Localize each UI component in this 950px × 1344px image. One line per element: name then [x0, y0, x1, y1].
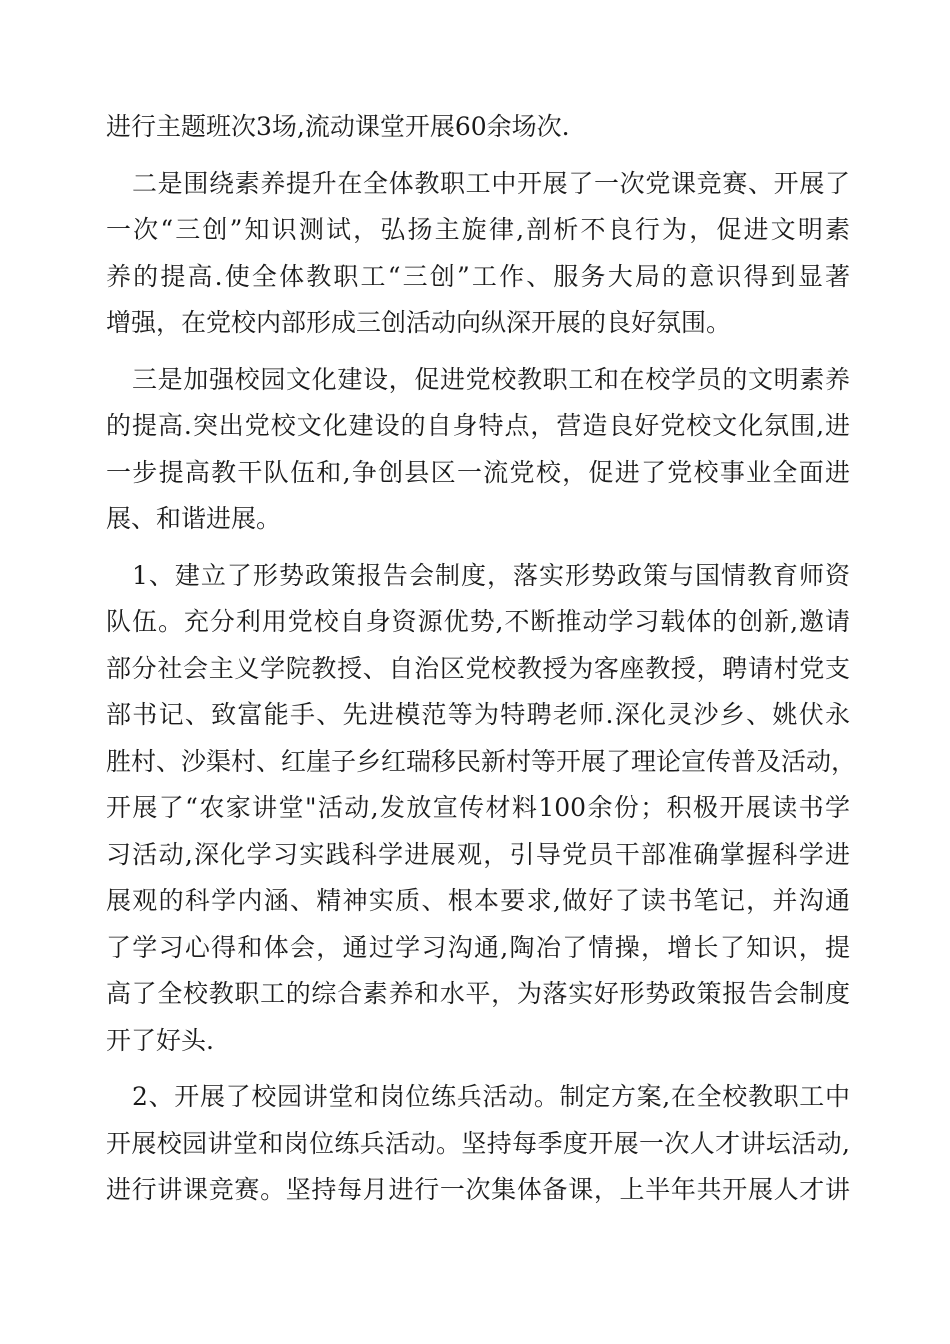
paragraph-4-line-7: 习活动,深化学习实践科学进展观，引导党员干部准确掌握科学进 [106, 839, 850, 869]
paragraph-4-line-8: 展观的科学内涵、精神实质、根本要求,做好了读书笔记，并沟通 [106, 886, 850, 915]
paragraph-2-line-4: 增强，在党校内部形成三创活动向纵深开展的良好氛围。 [106, 308, 732, 337]
paragraph-5-line-1: 2、开展了校园讲堂和岗位练兵活动。制定方案,在全校教职工中 [132, 1082, 850, 1111]
paragraph-3-line-1: 三是加强校园文化建设，促进党校教职工和在校学员的文明素养 [132, 364, 850, 394]
document-body [106, 104, 857, 1214]
paragraph-4-line-4: 部书记、致富能手、先进模范等为特聘老师.深化灵沙乡、姚伏永 [106, 700, 850, 729]
paragraph-4-line-6: 开展了“农家讲堂"活动,发放宣传材料100余份；积极开展读书学 [106, 793, 850, 822]
paragraph-4-line-10: 高了全校教职工的综合素养和水平，为落实好形势政策报告会制度 [106, 979, 850, 1008]
paragraph-4-line-2: 队伍。充分利用党校自身资源优势,不断推动学习载体的创新,邀请 [106, 607, 850, 636]
paragraph-5-line-2: 开展校园讲堂和岗位练兵活动。坚持每季度开展一次人才讲坛活动, [106, 1128, 850, 1158]
paragraph-3-line-4: 展、和谐进展。 [106, 504, 282, 533]
paragraph-4-line-9: 了学习心得和体会，通过学习沟通,陶冶了情操，增长了知识，提 [106, 932, 850, 962]
paragraph-2-line-3: 养的提高.使全体教职工“三创”工作、服务大局的意识得到显著 [106, 261, 850, 291]
paragraph-5-line-3: 进行讲课竞赛。坚持每月进行一次集体备课，上半年共开展人才讲 [106, 1175, 850, 1204]
paragraph-2-line-1: 二是围绕素养提升在全体教职工中开展了一次党课竞赛、开展了 [132, 168, 850, 198]
paragraph-4-line-5: 胜村、沙渠村、红崖子乡红瑞移民新村等开展了理论宣传普及活动， [106, 746, 857, 776]
paragraph-3-line-2: 的提高.突出党校文化建设的自身特点，营造良好党校文化氛围,进 [106, 411, 850, 440]
paragraph-2-line-2: 一次“三创”知识测试，弘扬主旋律,剖析不良行为，促进文明素 [106, 215, 850, 244]
paragraph-4-line-3: 部分社会主义学院教授、自治区党校教授为客座教授，聘请村党支 [106, 653, 850, 683]
text-line-1: 进行主题班次3场,流动课堂开展60余场次. [106, 112, 570, 141]
paragraph-3-line-3: 一步提高教干队伍和,争创县区一流党校，促进了党校事业全面进 [106, 457, 850, 487]
paragraph-4-line-1: 1、建立了形势政策报告会制度，落实形势政策与国情教育师资 [132, 560, 850, 590]
paragraph-4-line-11: 开了好头. [106, 1025, 214, 1055]
